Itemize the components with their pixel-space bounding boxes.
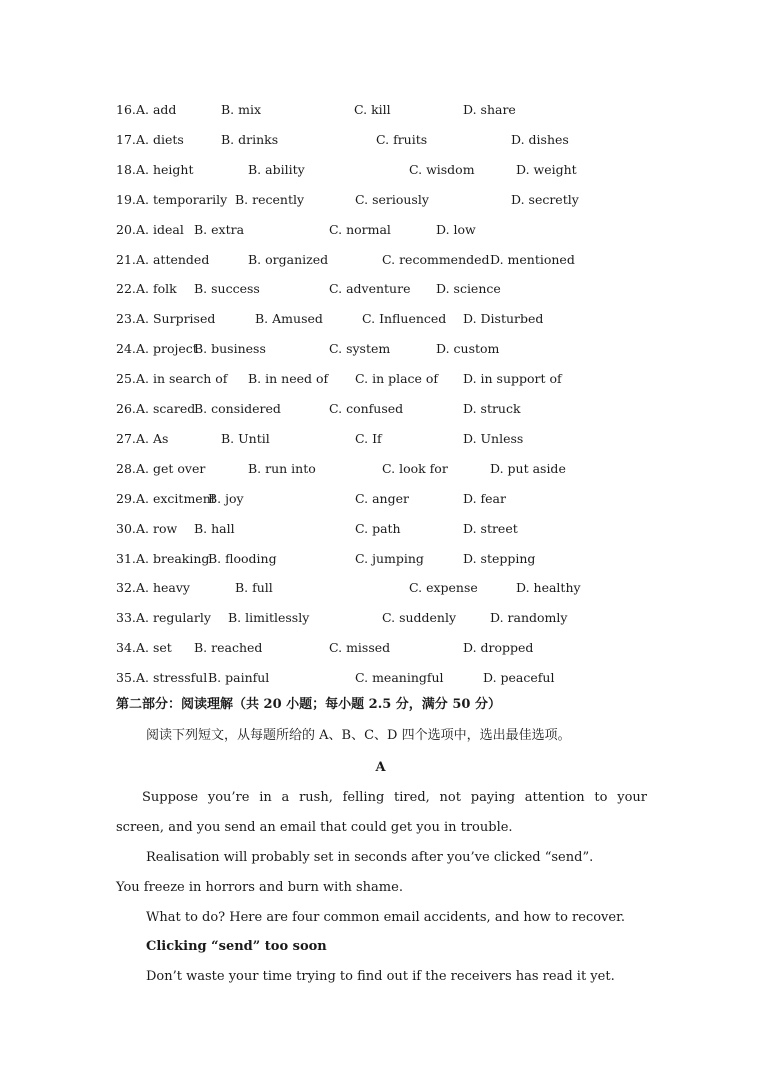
option-b: B. full	[235, 580, 273, 596]
option-d: D. low	[436, 221, 476, 237]
option-a: A. folk	[136, 281, 177, 297]
option-a: A. in search of	[136, 371, 228, 387]
question-number: 18.	[116, 161, 136, 177]
option-c: C. kill	[354, 102, 391, 117]
option-a: A. project	[136, 341, 198, 357]
option-c: C. adventure	[329, 281, 411, 297]
option-d: D. Unless	[463, 430, 524, 446]
option-c: C. meaningful	[355, 670, 444, 686]
question-number: 32.	[116, 580, 136, 596]
question-number: 23.	[116, 311, 136, 327]
question-number: 35.	[116, 670, 136, 686]
paragraph-3: What to do? Here are four common email accidents, and how to recover.	[146, 910, 626, 925]
option-b: B. ability	[248, 161, 305, 177]
question-number: 33.	[116, 610, 136, 626]
paragraph-2-line-1: Realisation will probably set in seconds after you’ve clicked “send”.	[146, 850, 594, 865]
question-number: 28.	[116, 460, 136, 476]
option-d: D. custom	[436, 341, 500, 357]
option-c: C. missed	[329, 640, 391, 656]
paragraph-4: Don’t waste your time trying to find out if the receivers has read it yet.	[146, 969, 615, 984]
option-b: B. Amused	[255, 311, 323, 327]
option-a: A. heavy	[136, 580, 190, 596]
option-c: C. Influenced	[362, 311, 447, 327]
option-b: B. hall	[194, 520, 235, 536]
option-a: A. scared	[136, 401, 196, 416]
question-number: 16.	[116, 102, 136, 117]
option-c: C. confused	[329, 401, 404, 416]
subheading: Clicking “send” too soon	[146, 939, 327, 954]
option-b: B. joy	[208, 490, 244, 506]
option-b: B. success	[194, 281, 260, 297]
option-c: C. seriously	[355, 191, 429, 207]
question-number: 17.	[116, 131, 136, 147]
option-c: C. expense	[409, 580, 478, 596]
option-b: B. considered	[194, 401, 281, 416]
option-d: D. science	[436, 281, 501, 297]
section-instruction: 阅读下列短文，从每题所给的 A、B、C、D 四个选项中，选出最佳选项。	[146, 728, 571, 743]
option-d: D. street	[463, 520, 518, 536]
option-a: A. set	[136, 640, 172, 656]
option-a: A. diets	[136, 131, 184, 147]
paragraph-1-line-1: Suppose you’re in a rush, felling tired, not paying attention to your	[142, 790, 647, 805]
option-c: C. jumping	[355, 550, 424, 566]
option-a: A. Surprised	[136, 311, 216, 327]
option-d: D. secretly	[511, 191, 579, 207]
option-c: C. in place of	[355, 371, 439, 387]
option-b: B. extra	[194, 221, 245, 237]
option-c: C. suddenly	[382, 610, 457, 626]
option-d: D. dropped	[463, 640, 534, 656]
question-number: 26.	[116, 401, 136, 416]
option-d: D. stepping	[463, 550, 536, 566]
option-a: A. breaking	[136, 550, 210, 566]
option-a: A. add	[136, 102, 177, 117]
option-b: B. flooding	[208, 550, 277, 566]
option-c: C. If	[355, 430, 382, 446]
option-b: B. run into	[248, 460, 316, 476]
option-d: D. weight	[516, 161, 577, 177]
section-title: 第二部分：阅读理解（共 20 小题；每小题 2.5 分，满分 50 分）	[116, 697, 501, 712]
option-b: B. recently	[235, 191, 305, 207]
option-b: B. painful	[208, 670, 270, 686]
question-number: 24.	[116, 341, 136, 357]
option-c: C. recommended	[382, 251, 490, 267]
option-b: B. Until	[221, 430, 270, 446]
option-d: D. mentioned	[490, 251, 575, 267]
question-number: 21.	[116, 251, 136, 267]
option-b: B. mix	[221, 102, 262, 117]
option-b: B. in need of	[248, 371, 329, 387]
question-number: 30.	[116, 520, 136, 536]
question-number: 19.	[116, 191, 136, 207]
option-b: B. business	[194, 341, 266, 357]
option-d: D. in support of	[463, 371, 562, 387]
option-d: D. struck	[463, 401, 521, 416]
option-c: C. path	[355, 520, 401, 536]
option-a: A. regularly	[136, 610, 211, 626]
option-d: D. Disturbed	[463, 311, 544, 327]
option-b: B. limitlessly	[228, 610, 310, 626]
paragraph-2-line-2: You freeze in horrors and burn with shame.	[116, 880, 403, 895]
option-d: D. share	[463, 102, 516, 117]
option-b: B. organized	[248, 251, 329, 267]
option-c: C. wisdom	[409, 161, 475, 177]
paragraph-1-line-2: screen, and you send an email that could get you in trouble.	[116, 820, 513, 835]
option-a: A. excitment	[136, 490, 216, 506]
option-b: B. drinks	[221, 131, 279, 147]
option-a: A. temporarily	[136, 191, 228, 207]
option-d: D. randomly	[490, 610, 568, 626]
option-c: C. anger	[355, 490, 409, 506]
option-c: C. fruits	[376, 131, 428, 147]
question-number: 25.	[116, 371, 136, 387]
question-number: 34.	[116, 640, 136, 656]
option-a: A. get over	[136, 460, 206, 476]
option-a: A. height	[136, 161, 194, 177]
option-a: A. row	[136, 520, 178, 536]
option-c: C. look for	[382, 460, 448, 476]
option-a: A. ideal	[136, 221, 184, 237]
option-a: A. attended	[136, 251, 210, 267]
option-c: C. normal	[329, 221, 391, 237]
question-number: 27.	[116, 430, 136, 446]
option-a: A. As	[136, 430, 169, 446]
option-d: D. put aside	[490, 460, 566, 476]
passage-label: A	[375, 760, 386, 775]
option-d: D. fear	[463, 490, 506, 506]
option-b: B. reached	[194, 640, 263, 656]
option-d: D. peaceful	[483, 670, 555, 686]
question-number: 22.	[116, 281, 136, 297]
option-a: A. stressful	[136, 670, 208, 686]
option-c: C. system	[329, 341, 391, 357]
question-number: 20.	[116, 221, 136, 237]
question-number: 31.	[116, 550, 136, 566]
question-number: 29.	[116, 490, 136, 506]
option-d: D. dishes	[511, 131, 569, 147]
option-d: D. healthy	[516, 580, 581, 596]
